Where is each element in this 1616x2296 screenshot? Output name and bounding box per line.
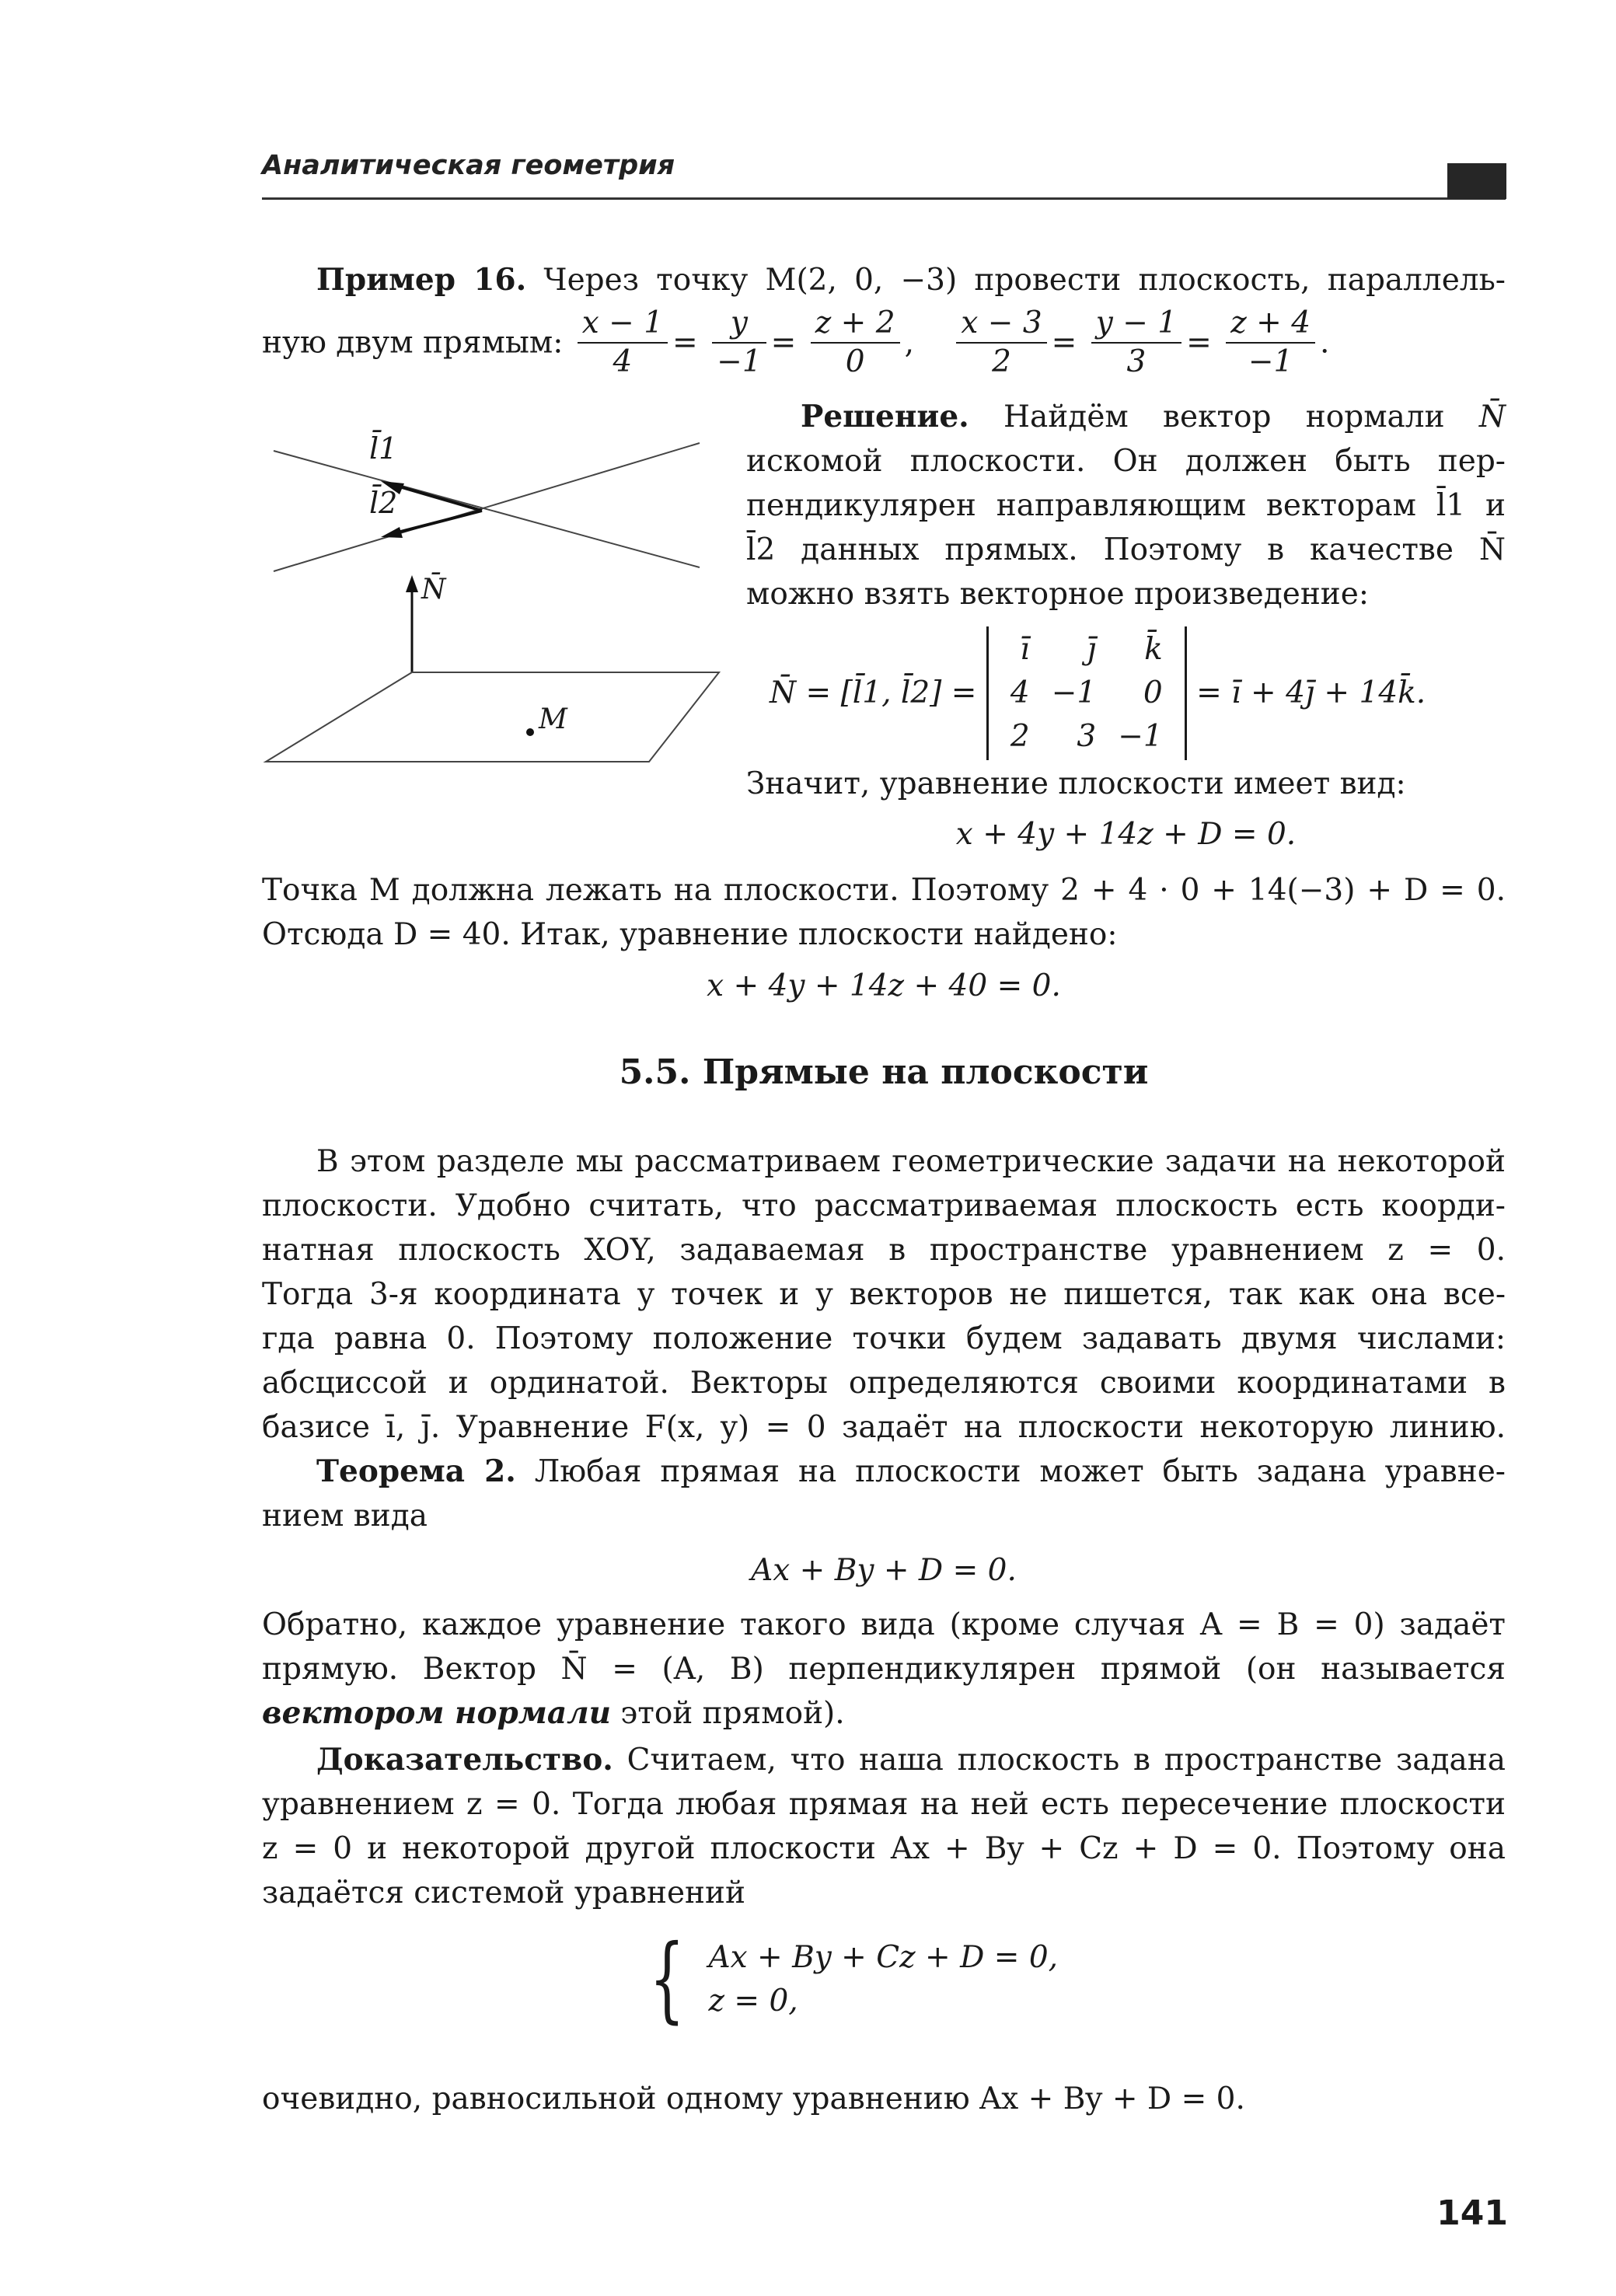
example-statement: Через точку M(2, 0, −3) провести плоскость, параллель- — [543, 263, 1506, 298]
page-number: 141 — [1436, 2193, 1508, 2233]
intro-line-4: Тогда 3-я координата у точек и у векторов не пишется, так как она все- — [262, 1277, 1506, 1312]
fraction-1: $\frac{x - 1}{4}$ — [578, 305, 668, 381]
label-l2: l̄2 — [369, 486, 398, 520]
system-brace: { — [649, 1925, 686, 2033]
plane-equation-general: x + 4y + 14z + D = 0. — [955, 817, 1297, 852]
plane-parallelogram — [266, 672, 719, 762]
vector-l1-arrow — [389, 483, 482, 511]
header-thumb-tab — [1447, 163, 1506, 199]
point-condition-line-2: Отсюда D = 40. Итак, уравнение плоскости найдено: — [262, 917, 1118, 952]
line-l2 — [274, 443, 700, 571]
determinant-matrix: ī j̄ k̄ 4 −1 0 2 3 −1 — [986, 626, 1187, 760]
proof-final: очевидно, равносильной одному уравнению Ax + By + D = 0. — [262, 2081, 1245, 2116]
intro-line-6: абсциссой и ординатой. Векторы определяются своими координатами в — [262, 1366, 1506, 1401]
determinant-equation — [770, 622, 1426, 762]
fraction-3: $\frac{z + 2}{0}$ — [811, 305, 900, 381]
equation-system — [637, 1925, 1059, 2034]
intro-line-7: базисе ī, j̄. Уравнение F(x, y) = 0 задаёт на плоскости некоторую линию. — [262, 1410, 1506, 1445]
example-line-2-prefix: ную двум прямым: — [262, 325, 564, 361]
fraction-2: $\frac{y}{-1}$ — [712, 305, 766, 381]
solution-line-3: пендикулярен направляющим векторам l̄1 и — [746, 488, 1506, 523]
theorem-after-2: прямую. Вектор N̄ = (A, B) перпендикулярен прямой (он называется — [262, 1652, 1506, 1687]
running-header: Аналитическая геометрия — [262, 150, 675, 181]
theorem-line-2: нием вида — [262, 1499, 428, 1534]
line-equation: Ax + By + D = 0. — [751, 1553, 1017, 1588]
theorem-after-1: Обратно, каждое уравнение такого вида (кроме случая A = B = 0) задаёт — [262, 1607, 1506, 1642]
point-M — [526, 728, 534, 736]
intro-line-1: В этом разделе мы рассматриваем геометрические задачи на некоторой — [316, 1144, 1506, 1179]
fraction-6: $\frac{z + 4}{-1}$ — [1226, 305, 1315, 381]
example-label: Пример 16. — [316, 262, 527, 298]
label-l1: l̄1 — [369, 431, 398, 466]
vector-l2-arrow — [389, 511, 482, 535]
proof-line-1: Доказательство. Считаем, что наша плоскость в пространстве задана — [316, 1742, 1506, 1778]
example-line-2: ную двум прямым: $\frac{x - 1}{4}$ = $\frac{y}{-1}$ = $\frac{z + 2}{0}$ , $\frac{x - 3}{2}$ = $\frac{y - 1}{3}$ = $\frac{z + 4}{-1}$ . — [262, 305, 1330, 379]
intro-line-3: натная плоскость XOY, задаваемая в пространстве уравнением z = 0. — [262, 1233, 1506, 1268]
theorem-after-3: вектором нормали этой прямой). — [262, 1695, 845, 1731]
intro-line-2: плоскости. Удобно считать, что рассматриваемая плоскость есть коорди- — [262, 1188, 1506, 1223]
point-condition-line-1: Точка M должна лежать на плоскости. Поэтому 2 + 4 · 0 + 14(−3) + D = 0. — [262, 873, 1506, 908]
solution-line-1: Решение. Найдём вектор нормали N̄ — [801, 399, 1506, 434]
header-rule — [262, 197, 1506, 200]
normal-vector-term: вектором нормали — [262, 1695, 611, 1731]
solution-line-2: искомой плоскости. Он должен быть пер- — [746, 444, 1506, 479]
system-equations: Ax + By + Cz + D = 0, z = 0, — [708, 1940, 1059, 2019]
section-title: 5.5. Прямые на плоскости — [619, 1052, 1149, 1092]
det-rhs: = ī + 4j̄ + 14k̄. — [1196, 675, 1426, 710]
proof-line-3: z = 0 и некоторой другой плоскости Ax + By + Cz + D = 0. Поэтому она — [262, 1831, 1506, 1866]
label-N: N̄ — [421, 574, 446, 605]
solution-line-4: l̄2 данных прямых. Поэтому в качестве N̄ — [746, 532, 1506, 567]
fraction-4: $\frac{x - 3}{2}$ — [956, 305, 1046, 381]
vector-l2-arrowhead — [381, 527, 403, 538]
theorem-line-1: Теорема 2. Любая прямая на плоскости может быть задана уравне- — [316, 1453, 1506, 1489]
proof-line-4: задаётся системой уравнений — [262, 1876, 746, 1910]
proof-label: Доказательство. — [316, 1742, 613, 1778]
proof-line-2: уравнением z = 0. Тогда любая прямая на ней есть пересечение плоскости — [262, 1787, 1506, 1822]
vector-N-arrowhead — [406, 575, 418, 592]
solution-after-det: Значит, уравнение плоскости имеет вид: — [746, 766, 1406, 801]
solution-line-5: можно взять векторное произведение: — [746, 577, 1370, 612]
intro-line-5: гда равна 0. Поэтому положение точки будем задавать двумя числами: — [262, 1321, 1506, 1356]
line-l1 — [274, 451, 700, 567]
plane-equation-final: x + 4y + 14z + 40 = 0. — [707, 968, 1061, 1003]
label-M: M — [539, 703, 567, 735]
det-lhs: N̄ = [l̄1, l̄2] = — [770, 675, 977, 710]
fraction-5: $\frac{y - 1}{3}$ — [1091, 305, 1181, 381]
plane-lines-figure — [257, 420, 731, 777]
theorem-label: Теорема 2. — [316, 1453, 516, 1489]
example-line-1 — [316, 258, 1506, 302]
